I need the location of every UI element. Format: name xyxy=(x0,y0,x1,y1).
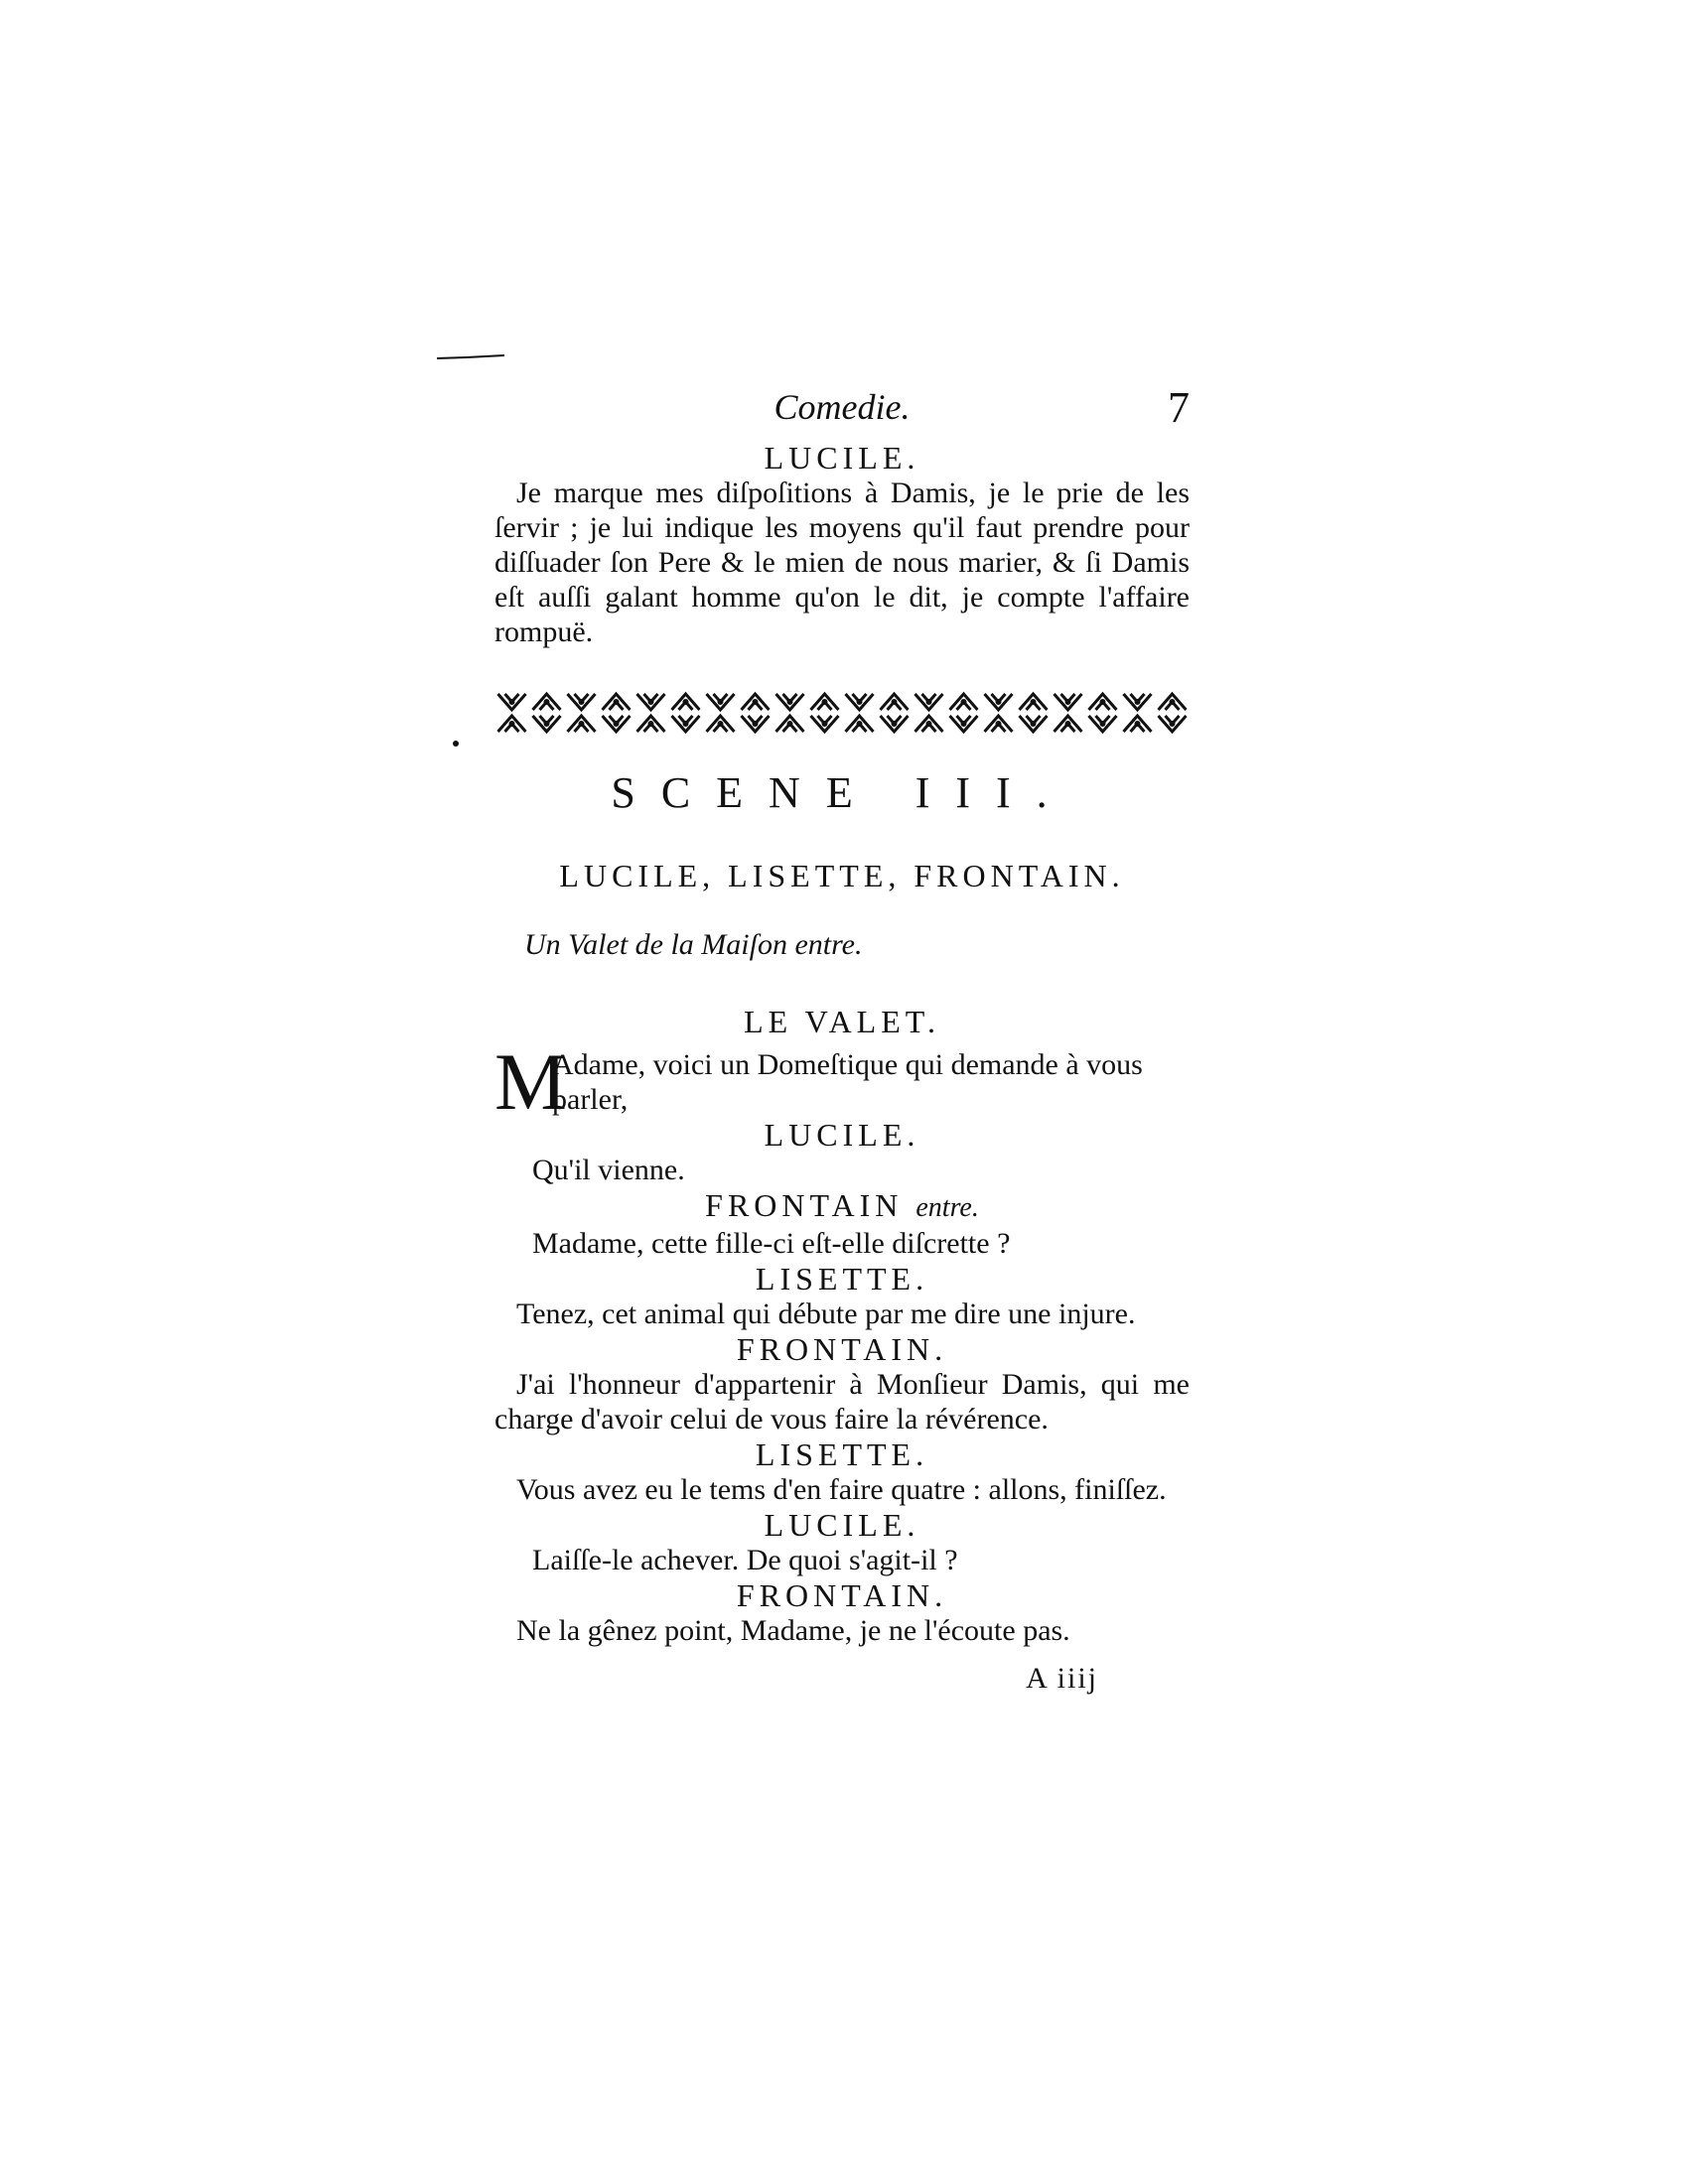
book-page xyxy=(494,382,1190,1696)
speech-text: Laiſſe-le achever. De quoi s'agit-il ? xyxy=(532,1544,958,1576)
ornament-fleuron xyxy=(1124,694,1152,710)
ornament-fleuron xyxy=(568,694,596,710)
drop-cap: M xyxy=(494,1036,567,1127)
speaker-name: FRONTAIN. xyxy=(736,1331,948,1367)
characters-list: LUCILE, LISETTE, FRONTAIN. xyxy=(559,858,1125,893)
ornament-fleuron xyxy=(672,716,700,732)
speaker-name: FRONTAIN xyxy=(705,1187,904,1223)
speaker-name: LE VALET. xyxy=(744,1004,940,1039)
ornament-fleuron xyxy=(637,694,665,710)
speech-text: Qu'il vienne. xyxy=(532,1154,685,1186)
ornament-fleuron xyxy=(1159,716,1187,732)
ornament-fleuron xyxy=(603,694,631,710)
running-title: Comedie. xyxy=(774,387,911,427)
ornament-fleuron xyxy=(985,694,1013,710)
ornament-fleuron xyxy=(881,694,909,710)
ornament-divider xyxy=(494,691,1190,735)
ornament-fleuron xyxy=(707,716,735,732)
catchword: A iiij xyxy=(1026,1662,1098,1695)
ornament-fleuron xyxy=(776,716,804,732)
speaker-name: LUCILE. xyxy=(764,1507,920,1543)
ornament-fleuron xyxy=(742,716,770,732)
scene-title: SCENE III. xyxy=(611,768,1073,817)
ornament-fleuron xyxy=(672,694,700,710)
ornament-fleuron xyxy=(1089,694,1117,710)
speech-text: Ne la gênez point, Madame, je ne l'écoute pas. xyxy=(516,1614,1070,1647)
speaker-with-stage xyxy=(494,1187,1190,1226)
ornament-fleuron xyxy=(846,716,874,732)
ornament-fleuron xyxy=(1055,716,1082,732)
ornament-fleuron xyxy=(881,716,909,732)
ornament-fleuron xyxy=(742,694,770,710)
margin-mark xyxy=(437,347,504,353)
ornament-fleuron xyxy=(811,694,839,710)
speech-text: J'ai l'honneur d'appartenir à Monſieur Damis, qui me charge d'avoir celui de vous faire la révérence. xyxy=(494,1368,1190,1435)
speaker-stage-note: entre. xyxy=(915,1192,979,1223)
ornament-fleuron xyxy=(1020,716,1048,732)
speaker-name: LISETTE. xyxy=(755,1436,929,1472)
ornament-fleuron xyxy=(603,716,631,732)
ornament-fleuron xyxy=(568,716,596,732)
speech-text: Tenez, cet animal qui débute par me dire une injure. xyxy=(516,1297,1136,1330)
ornament-fleuron xyxy=(498,694,526,710)
ornament-fleuron xyxy=(1055,694,1082,710)
ornament-fleuron xyxy=(846,694,874,710)
stray-dot xyxy=(453,741,459,747)
speech-with-drop-cap xyxy=(494,1036,1190,1127)
ornament-fleuron xyxy=(1159,694,1187,710)
speech-text: Je marque mes diſpoſitions à Damis, je le prie de les ſervir ; je lui indique les moyens qu'il faut prendre pour diſſuader ſon Pere & le mien de nous marier, & ſi Damis eſt auſſi galant homme qu'on le dit, je compte l'affaire rompuë. xyxy=(494,477,1190,648)
speaker-name: LISETTE. xyxy=(755,1261,929,1297)
speaker-name: FRONTAIN. xyxy=(736,1577,948,1613)
ornament-fleuron xyxy=(707,694,735,710)
running-head xyxy=(494,382,1190,440)
ornament-fleuron xyxy=(915,694,943,710)
ornament-fleuron xyxy=(950,694,978,710)
ornament-fleuron xyxy=(1020,694,1048,710)
speaker-name: LUCILE. xyxy=(764,440,920,476)
speaker-name: LUCILE. xyxy=(764,1117,920,1153)
stage-direction: Un Valet de la Maiſon entre. xyxy=(524,928,863,961)
ornament-fleuron xyxy=(1124,716,1152,732)
ornament-fleuron xyxy=(776,694,804,710)
ornament-fleuron xyxy=(811,716,839,732)
ornament-fleuron xyxy=(985,716,1013,732)
ornament-fleuron xyxy=(950,716,978,732)
page-number: 7 xyxy=(1168,383,1190,432)
ornament-fleuron xyxy=(498,716,526,732)
ornament-fleuron xyxy=(637,716,665,732)
speech-text: Vous avez eu le tems d'en faire quatre : allons, finiſſez. xyxy=(516,1473,1167,1506)
ornament-fleuron xyxy=(1089,716,1117,732)
speech-text: Madame, cette fille-ci eſt-elle diſcrette ? xyxy=(532,1227,1011,1260)
ornament-fleuron xyxy=(533,694,561,710)
speech-text: Adame, voici un Domeſtique qui demande à vous parler, xyxy=(552,1048,1143,1116)
ornament-fleuron xyxy=(533,716,561,732)
ornament-fleuron xyxy=(915,716,943,732)
